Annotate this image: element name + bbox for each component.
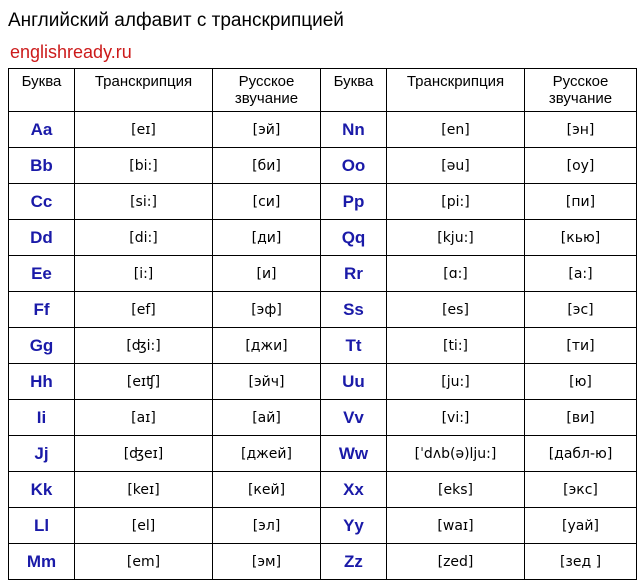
transcription-cell: [en] [387, 112, 525, 148]
russian-cell: [зед ] [525, 544, 637, 580]
russian-cell: [би] [213, 148, 321, 184]
site-name: englishready.ru [10, 42, 132, 62]
russian-cell: [ай] [213, 400, 321, 436]
letter-cell: Uu [321, 364, 387, 400]
transcription-cell: [vi:] [387, 400, 525, 436]
table-row [9, 472, 637, 508]
russian-cell: [ю] [525, 364, 637, 400]
table-row [9, 148, 637, 184]
letter-cell: Nn [321, 112, 387, 148]
table-row [9, 112, 637, 148]
letter-cell: Xx [321, 472, 387, 508]
transcription-cell: [bi:] [75, 148, 213, 184]
transcription-cell: [eks] [387, 472, 525, 508]
russian-cell: [эф] [213, 292, 321, 328]
russian-cell: [джей] [213, 436, 321, 472]
russian-cell: [эс] [525, 292, 637, 328]
transcription-cell: [es] [387, 292, 525, 328]
russian-cell: [эй] [213, 112, 321, 148]
column-header-russian: Русское звучание [525, 69, 637, 112]
transcription-cell: [ti:] [387, 328, 525, 364]
alphabet-table [8, 68, 637, 580]
letter-cell: Kk [9, 472, 75, 508]
transcription-cell: [ʤi:] [75, 328, 213, 364]
column-header-transcription: Транскрипция [75, 69, 213, 112]
russian-cell: [оу] [525, 148, 637, 184]
page-title: Английский алфавит с транскрипцией [8, 10, 344, 31]
letter-cell: Jj [9, 436, 75, 472]
letter-cell: Ll [9, 508, 75, 544]
transcription-cell: [kju:] [387, 220, 525, 256]
letter-cell: Rr [321, 256, 387, 292]
transcription-cell: [aɪ] [75, 400, 213, 436]
transcription-cell: [waɪ] [387, 508, 525, 544]
table-row [9, 364, 637, 400]
letter-cell: Ii [9, 400, 75, 436]
russian-cell: [джи] [213, 328, 321, 364]
letter-cell: Ff [9, 292, 75, 328]
letter-cell: Yy [321, 508, 387, 544]
column-header-russian: Русское звучание [213, 69, 321, 112]
transcription-cell: [keɪ] [75, 472, 213, 508]
table-row [9, 184, 637, 220]
russian-cell: [а:] [525, 256, 637, 292]
table-row [9, 508, 637, 544]
transcription-cell: [i:] [75, 256, 213, 292]
transcription-cell: [ɑ:] [387, 256, 525, 292]
letter-cell: Mm [9, 544, 75, 580]
transcription-cell: [ˈdʌb(ə)lju:] [387, 436, 525, 472]
transcription-cell: [pi:] [387, 184, 525, 220]
letter-cell: Ss [321, 292, 387, 328]
transcription-cell: [əu] [387, 148, 525, 184]
russian-cell: [ви] [525, 400, 637, 436]
transcription-cell: [el] [75, 508, 213, 544]
russian-cell: [си] [213, 184, 321, 220]
letter-cell: Zz [321, 544, 387, 580]
russian-cell: [дабл-ю] [525, 436, 637, 472]
letter-cell: Gg [9, 328, 75, 364]
transcription-cell: [ef] [75, 292, 213, 328]
letter-cell: Bb [9, 148, 75, 184]
transcription-cell: [di:] [75, 220, 213, 256]
table-row [9, 256, 637, 292]
letter-cell: Pp [321, 184, 387, 220]
transcription-cell: [ʤeɪ] [75, 436, 213, 472]
transcription-cell: [eɪ] [75, 112, 213, 148]
transcription-cell: [eɪʧ] [75, 364, 213, 400]
letter-cell: Cc [9, 184, 75, 220]
transcription-cell: [ju:] [387, 364, 525, 400]
letter-cell: Ww [321, 436, 387, 472]
russian-cell: [и] [213, 256, 321, 292]
russian-cell: [ти] [525, 328, 637, 364]
letter-cell: Oo [321, 148, 387, 184]
letter-cell: Ee [9, 256, 75, 292]
column-header-letter: Буква [9, 69, 75, 112]
table-row [9, 436, 637, 472]
russian-cell: [кей] [213, 472, 321, 508]
russian-cell: [пи] [525, 184, 637, 220]
russian-cell: [эл] [213, 508, 321, 544]
table-row [9, 328, 637, 364]
letter-cell: Hh [9, 364, 75, 400]
table-header-row [9, 69, 637, 112]
table-row [9, 292, 637, 328]
russian-cell: [эйч] [213, 364, 321, 400]
letter-cell: Dd [9, 220, 75, 256]
column-header-transcription: Транскрипция [387, 69, 525, 112]
russian-cell: [экс] [525, 472, 637, 508]
table-row [9, 220, 637, 256]
russian-cell: [ди] [213, 220, 321, 256]
transcription-cell: [si:] [75, 184, 213, 220]
russian-cell: [эн] [525, 112, 637, 148]
letter-cell: Tt [321, 328, 387, 364]
russian-cell: [кью] [525, 220, 637, 256]
russian-cell: [эм] [213, 544, 321, 580]
letter-cell: Qq [321, 220, 387, 256]
russian-cell: [уай] [525, 508, 637, 544]
transcription-cell: [em] [75, 544, 213, 580]
table-row [9, 544, 637, 580]
transcription-cell: [zed] [387, 544, 525, 580]
table-row [9, 400, 637, 436]
letter-cell: Aa [9, 112, 75, 148]
column-header-letter: Буква [321, 69, 387, 112]
letter-cell: Vv [321, 400, 387, 436]
